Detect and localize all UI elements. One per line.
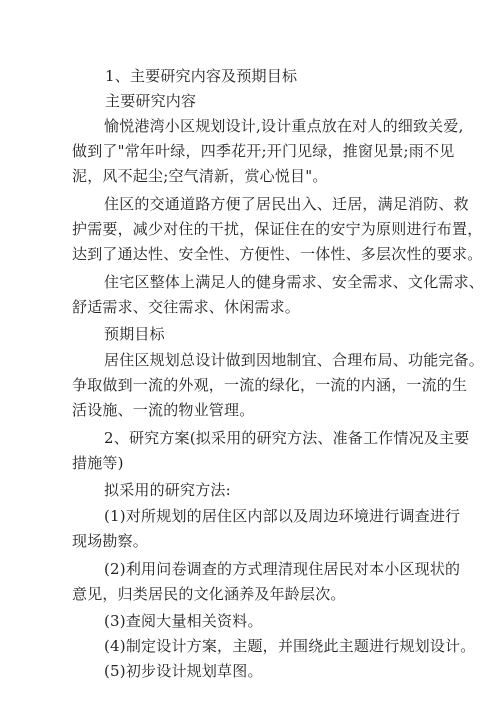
paragraph-line: 达到了通达性、安全性、方便性、一体性、多层次性的要求。	[72, 245, 483, 263]
paragraph-line: 住宅区整体上满足人的健身需求、安全需求、文化需求、	[104, 273, 485, 291]
paragraph-line: 做到了"常年叶绿，四季花开;开门见绿，推窗见景;雨不见	[72, 142, 455, 160]
list-item: (2)利用问卷调查的方式理清现住居民对本小区现状的	[104, 560, 461, 578]
paragraph-line: 住区的交通道路方便了居民出入、迁居，满足消防、救	[104, 195, 469, 213]
paragraph-line: 居住区规划总设计做到因地制宜、合理布局、功能完备。	[104, 351, 485, 369]
section-heading-2-continued: 措施等)	[72, 454, 124, 472]
paragraph-line: 争取做到一流的外观，一流的绿化，一流的内涵，一流的生	[72, 376, 468, 394]
list-item-continued: 现场勘察。	[72, 532, 149, 550]
section-heading-2: 2、研究方案(拟采用的研究方法、准备工作情况及主要	[104, 429, 470, 447]
paragraph-line: 泥，风不起尘;空气清新，赏心悦目"。	[72, 167, 328, 185]
list-item: (5)初步设计规划草图。	[104, 662, 263, 680]
paragraph-line: 舒适需求、交往需求、休闲需求。	[72, 298, 301, 316]
subheading-main-content: 主要研究内容	[105, 92, 197, 110]
list-item: (1)对所规划的居住区内部以及周边环境进行调查进行	[104, 507, 461, 525]
section-heading-1: 1、主要研究内容及预期目标	[105, 67, 298, 85]
paragraph-line: 愉悦港湾小区规划设计,设计重点放在对人的细致关爱,	[104, 117, 464, 135]
list-item: (3)查阅大量相关资料。	[104, 612, 263, 630]
paragraph-line: 拟采用的研究方法:	[104, 481, 231, 499]
paragraph-line: 护需要，减少对住的干扰，保证住在的安宁为原则进行布置，	[72, 220, 483, 238]
paragraph-line: 活设施、一流的物业管理。	[72, 401, 255, 419]
subheading-expected-goals: 预期目标	[104, 325, 165, 343]
list-item: (4)制定设计方案，主题，并围绕此主题进行规划设计。	[104, 637, 476, 655]
list-item-continued: 意见，归类居民的文化涵养及年龄层次。	[72, 585, 346, 603]
